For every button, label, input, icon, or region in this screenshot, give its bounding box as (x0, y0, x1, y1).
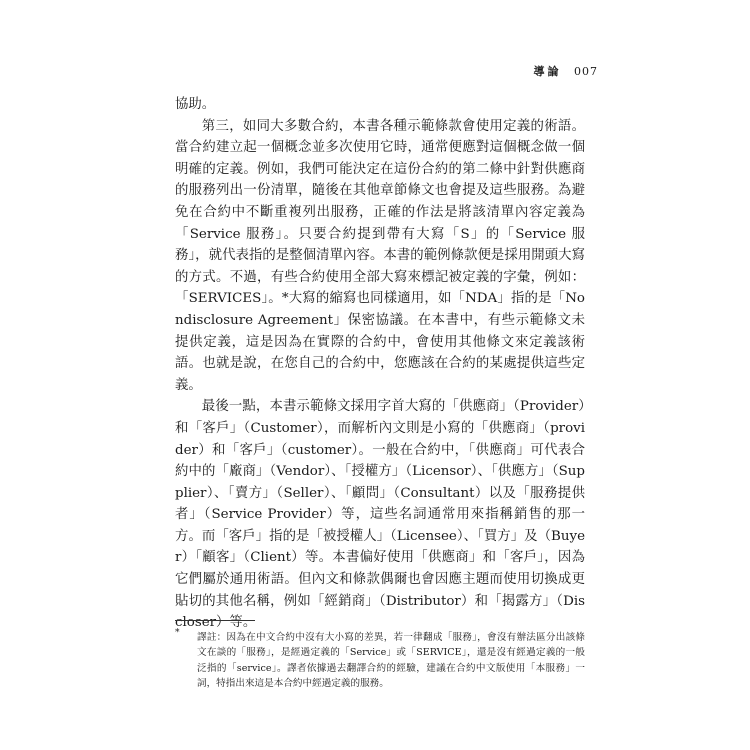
chapter-title: 導論 (533, 65, 562, 78)
body-text (175, 94, 585, 634)
footnote-divider (175, 620, 255, 621)
page-number: 007 (574, 65, 598, 78)
footnote-marker: * (175, 628, 180, 638)
footnote (175, 630, 585, 691)
paragraph-provider-customer: 最後一點，本書示範條文採用字首大寫的「供應商」（Provider）和「客戶」（Customer），而解析內文則是小寫的「供應商」（provider）和「客戶」（customer）。一般在合約中，「供應商」可代表合約中的「廠商」（Vendor）、「授權方」（Licensor）、「供應方」（Supplier）、「賣方」（Seller）、「顧問」（Consultant）以及「服務提供者」（Service Provider）等，這些名詞通常用來指稱銷售的那一方。而「客戶」指的是「被授權人」（Licensee）、「買方」及（Buyer）「顧客」（Client）等。本書偏好使用「供應商」和「客戶」，因為它們屬於通用術語。但內文和條款偶爾也會因應主題而使用切換成更貼切的其他名稱，例如「經銷商」（Distributor）和「揭露方」（Discloser）等。 (175, 399, 585, 631)
paragraph-defined-terms: 第三，如同大多數合約，本書各種示範條款會使用定義的術語。當合約建立起一個概念並多次使用它時，通常便應對這個概念做一個明確的定義。例如，我們可能決定在這份合約的第二條中針對供應商的服務列出一份清單，隨後在其他章節條文也會提及這些服務。為避免在合約中不斷重複列出服務，正確的作法是將該清單內容定義為「Service 服務」。只要合約提到帶有大寫「S」的「Service 服務」，就代表指的是整個清單內容。本書的範例條款便是採用開頭大寫的方式。不過，有些合約使用全部大寫來標記被定義的字彙，例如：「SERVICES」。*大寫的縮寫也同樣適用，如「NDA」指的是「Nondisclosure Agreement」保密協議。在本書中，有些示範條文未提供定義，這是因為在實際的合約中，會使用其他條文來定義該術語。也就是說，在您自己的合約中，您應該在合約的某處提供這些定義。 (175, 118, 585, 393)
running-head (534, 63, 599, 79)
paragraph-continuation: 協助。 (175, 97, 216, 112)
footnote-text: 譯註：因為在中文合約中沒有大小寫的差異，若一律翻成「服務」，會沒有辦法區分出該條文在談的「服務」，是經過定義的「Service」或「SERVICE」，還是沒有經過定義的一般泛指的「service」。譯者依據過去翻譯合約的經驗，建議在合約中文版使用「本服務」一詞，特指出來這是本合約中經過定義的服務。 (197, 632, 585, 689)
